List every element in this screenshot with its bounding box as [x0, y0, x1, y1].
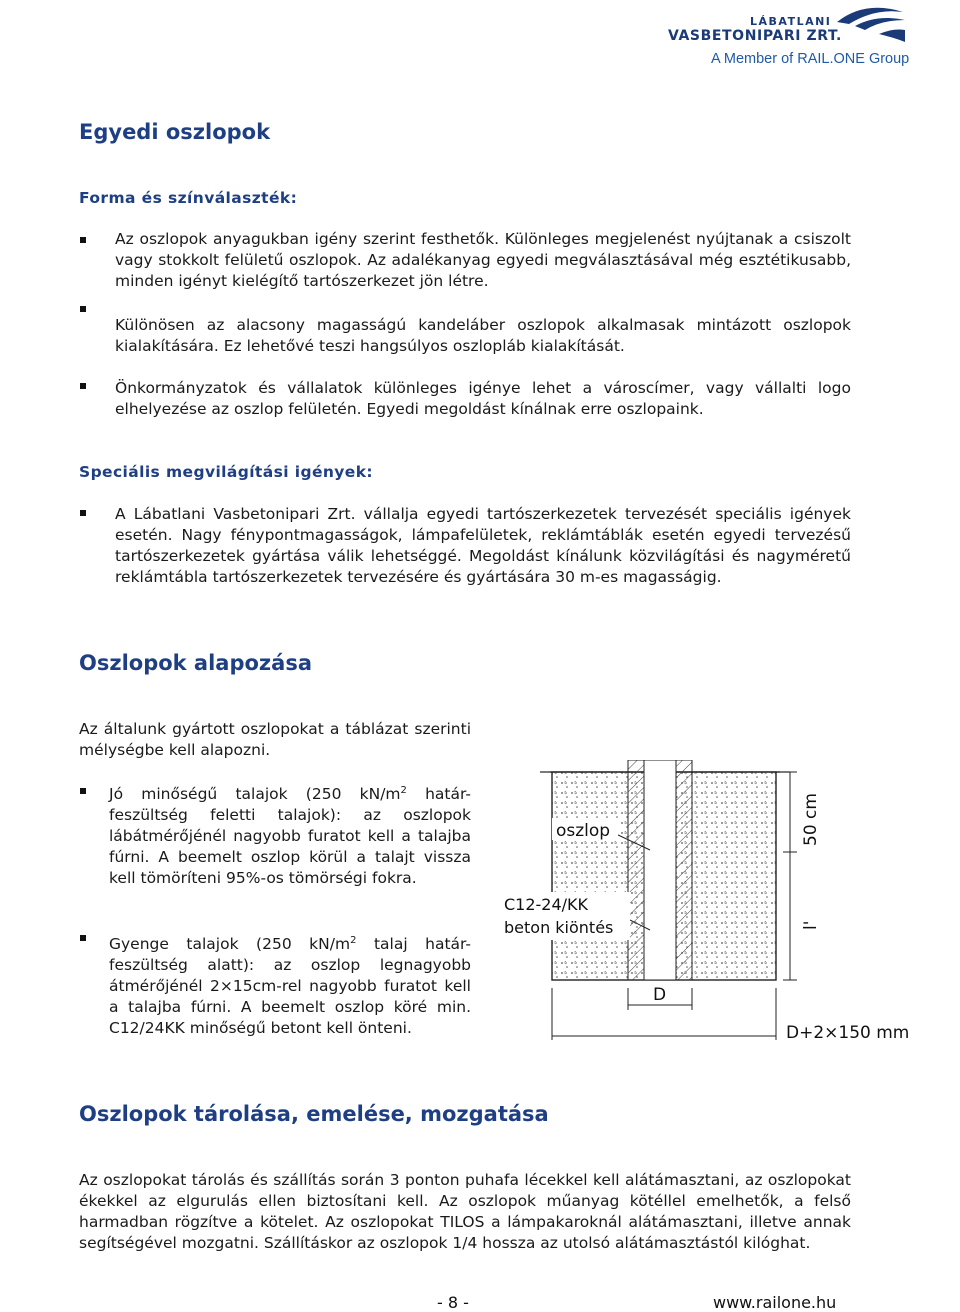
subtitle-forma: Forma és színválaszték:	[79, 189, 298, 207]
alapozas-bullet-1: Jó minőségű talajok (250 $kN/m^2$ határ-feszültség feletti talajok): az oszlopok lábátmérőjénél nagyobb furatot kell a talajba fúrni. A beemelt oszlop körül a talajt vissza kell tömöríteni 95%-os tömörségi fokra.	[109, 785, 471, 888]
label-50cm: 50 cm	[801, 793, 821, 846]
foundation-diagram	[490, 760, 910, 1050]
bullet-text-1: Az oszlopok anyagukban igény szerint festhetők. Különleges megjelenést nyújtanak a csiszolt vagy stokkolt felületű oszlopok. Az adalékanyag egyedi megválasztásával még esztétikusabb, minden igényt kielégítő tartószerkezet jön létre.	[115, 230, 851, 290]
bullet-marker	[80, 510, 86, 516]
page-number: - 8 -	[437, 1293, 469, 1312]
logo-line-2: VASBETONIPARI ZRT.	[668, 28, 842, 44]
section-title-egyedi: Egyedi oszlopok	[79, 120, 271, 144]
bullet-marker	[80, 383, 86, 389]
logo-line-1: LÁBATLANI	[750, 15, 832, 28]
footer-website-link[interactable]: www.railone.hu	[713, 1293, 837, 1312]
bullet-text-3: Önkormányzatok és vállalatok különleges igénye lehet a városcímer, vagy vállalti logo elhelyezése az oszlop felületén. Egyedi megoldást kínálnak erre oszlopaink.	[115, 379, 851, 418]
bullet-marker	[80, 306, 86, 312]
section-title-tarolas: Oszlopok tárolása, emelése, mozgatása	[79, 1102, 549, 1126]
bullet-text-2: Különösen az alacsony magasságú kandeláber oszlopok alkalmasak mintázott oszlopok kialakítására. Ez lehetővé teszi hangsúlyos oszlopláb kialakítását.	[115, 316, 851, 355]
bullet-marker	[80, 935, 86, 941]
section-title-alapozas: Oszlopok alapozása	[79, 651, 312, 675]
label-D150: D+2×150 mm	[786, 1023, 910, 1043]
label-l: l'	[801, 920, 821, 930]
specialis-text: A Lábatlani Vasbetonipari Zrt. vállalja egyedi tartószerkezetek tervezését speciális igények esetén. Nagy fénypontmagasságok, lámpafelületek, reklámtáblák esetén egyedi tervezésű tartószerkezetek gyártása válik lehetséggé. Megoldást kínálunk közvilágítási és nagyméretű reklámtábla tartószerkezetek tervezésére és gyártására 30 m-es magasságig.	[115, 505, 851, 586]
bullet-marker	[80, 788, 86, 794]
label-D: D	[653, 985, 667, 1005]
label-oszlop: oszlop	[556, 821, 611, 841]
logo-swoosh-icon	[835, 4, 907, 46]
member-tagline: A Member of RAIL.ONE Group	[711, 51, 910, 67]
label-concrete-1: C12-24/KK	[504, 895, 589, 914]
label-concrete-2: beton kiöntés	[504, 918, 614, 937]
alapozas-intro: Az általunk gyártott oszlopokat a táblázat szerinti mélységbe kell alapozni.	[79, 720, 471, 759]
alapozas-bullet-2: Gyenge talajok (250 $kN/m^2$ talaj határ-feszültség alatt): az oszlop legnagyobb átmérőjénél 2×15cm-rel nagyobb furatot kell a talajba fúrni. A beemelt oszlop köré min. C12/24KK minőségű betont kell önteni.	[109, 935, 471, 1038]
bullet-marker	[80, 237, 86, 243]
subtitle-specialis: Speciális megvilágítási igények:	[79, 463, 374, 481]
tarolas-text: Az oszlopokat tárolás és szállítás során 3 ponton puhafa lécekkel kell alátámasztani, az oszlopokat ékekkel az elgurulás ellen biztosítani kell. Az oszlopok műanyag kötéllel emelhetők, a felső harmadban rögzítve a kötelet. Az oszlopokat TILOS a lámpakaroknál alátámasztani, illetve annak segítségével mozgatni. Szállításkor az oszlopok 1/4 hossza az utolsó alátámasztástól kilóghat.	[79, 1171, 851, 1252]
